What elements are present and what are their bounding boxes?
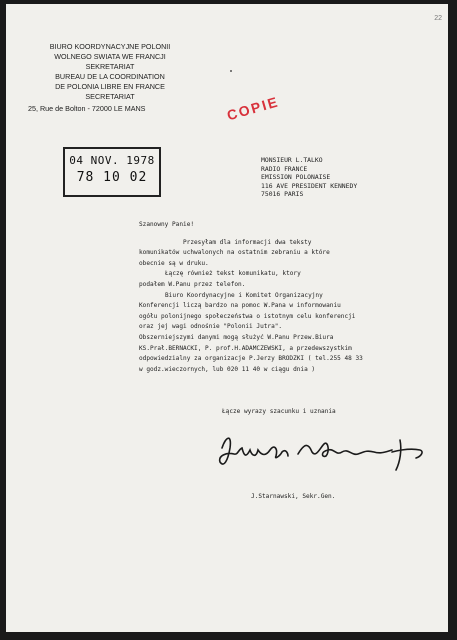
recipient-line: EMISSION POLONAISE (261, 173, 331, 182)
body-line: oraz jej wagi odnośnie "Polonii Jutra". (139, 323, 283, 331)
body-line: KS.Prał.BERNACKI, P. prof.H.ADAMCZEWSKI, a przedewszystkim (139, 344, 352, 352)
body-line: Przesyłam dla informacji dwa teksty (183, 238, 312, 246)
letterhead (28, 42, 192, 114)
body-line: Łączę również tekst komunikatu, ktory (165, 270, 301, 278)
body-line: obecnie są w druku. (139, 259, 209, 267)
date-stamp-number: 78 10 02 (76, 170, 148, 185)
body-line: Konferencji liczą bardzo na pomoc W.Pana w informowaniu (139, 302, 341, 310)
body-line: odpowiedzialny za organizacje P.Jerzy BRODZKI ( tel.255 48 33 (139, 355, 363, 363)
copie-stamp: COPIE (225, 93, 281, 124)
handwritten-signature (216, 426, 431, 478)
ink-dot (230, 70, 232, 72)
recipient-line: 116 AVE PRESIDENT KENNEDY (261, 181, 358, 190)
closing-line: Łącze wyrazy szacunku i uznania (222, 408, 336, 415)
letterhead-line: BUREAU DE LA COORDINATION (55, 72, 165, 81)
body-line: Obszerniejszymi danymi mogą służyć W.Panu Przew.Biura (139, 333, 334, 341)
letterhead-line: SECRETARIAT (85, 92, 135, 101)
page-number: 22 (434, 15, 442, 22)
body-line: w godz.wieczornych, lub 020 11 40 w ciągu dnia ) (139, 365, 316, 373)
letterhead-line: BIURO KOORDYNACYJNE POLONII (49, 42, 171, 51)
body-line: podałem W.Panu przez telefon. (139, 280, 246, 288)
letter-page (6, 4, 448, 632)
salutation: Szanowny Panie! (139, 221, 195, 228)
letterhead-line: SEKRETARIAT (85, 62, 135, 71)
letter-body (139, 220, 439, 375)
letterhead-line: DE POLONIA LIBRE EN FRANCE (55, 82, 165, 91)
recipient-line: MONSIEUR L.TALKO (261, 156, 323, 164)
recipient-line: 75016 PARIS (261, 190, 304, 199)
recipient-address (261, 156, 357, 199)
date-stamp-date: 04 NOV. 1978 (69, 154, 155, 167)
letterhead-line: WOLNEGO SWIATA WE FRANCJI (54, 52, 166, 61)
body-line: ogółu polonijnego społeczeństwa o istotnym celu konferencji (139, 312, 356, 320)
letterhead-address: 25, Rue de Bolton - 72000 LE MANS (28, 104, 146, 113)
body-line: komunikatów uchwalonych na ostatnim zebraniu a które (139, 249, 330, 257)
date-stamp (63, 147, 161, 197)
signatory-name: J.Starnawski, Sekr.Gen. (251, 493, 336, 500)
recipient-line: RADIO FRANCE (261, 164, 308, 173)
body-line: Biuro Koordynacyjne i Komitet Organizacyjny (165, 291, 323, 299)
